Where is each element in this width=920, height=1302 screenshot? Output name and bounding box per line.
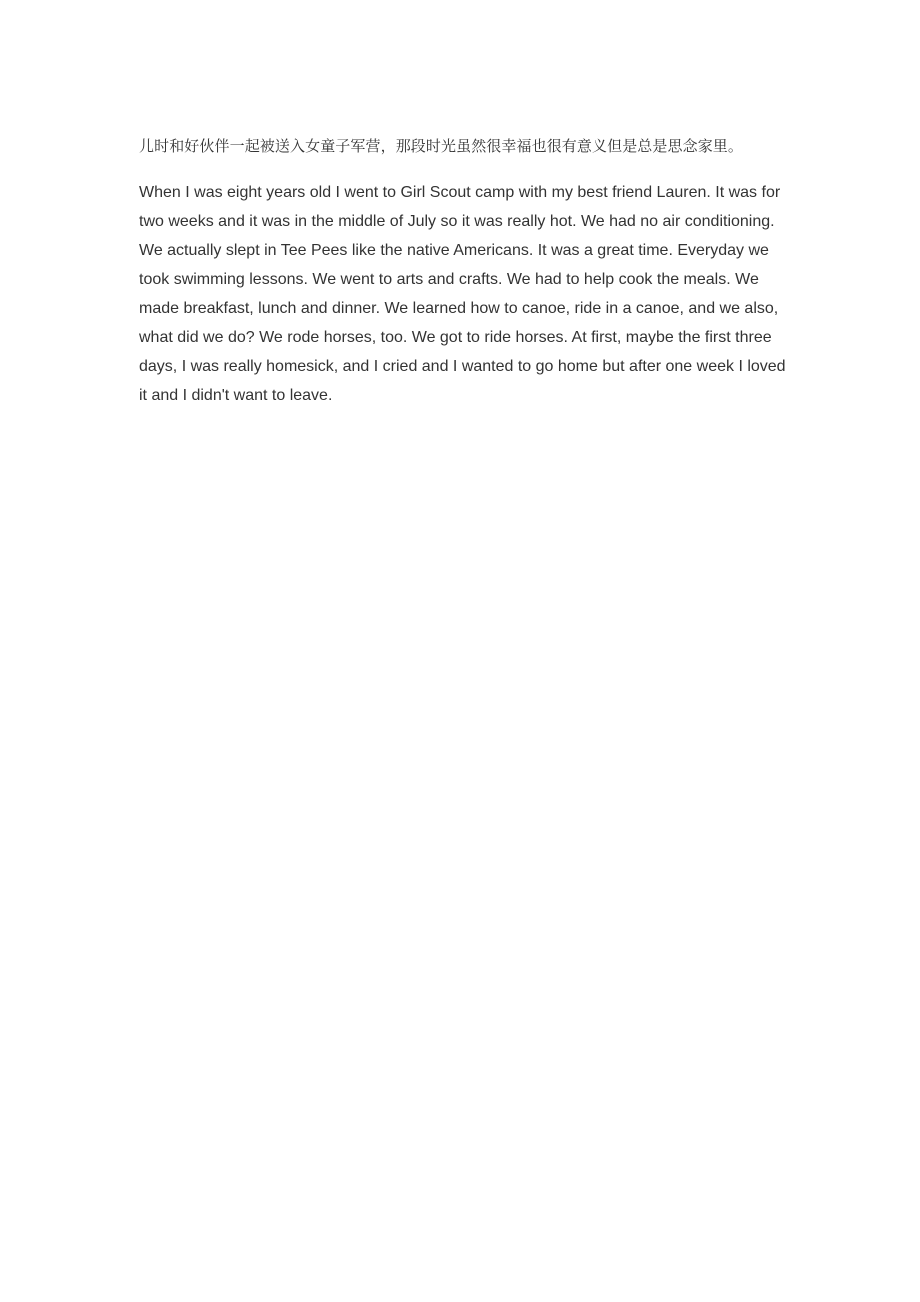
document-body: [139, 133, 789, 410]
chinese-summary-line: 儿时和好伙伴一起被送入女童子军营，那段时光虽然很幸福也很有意义但是总是思念家里。: [139, 137, 744, 155]
english-story-paragraph: When I was eight years old I went to Girl Scout camp with my best friend Lauren. It was for two weeks and it was in the middle of July so it was really hot. We had no air conditioning. We actually slept in Tee Pees like the native Americans. It was a great time. Everyday we took swimming lessons. We went to arts and crafts. We had to help cook the meals. We made breakfast, lunch and dinner. We learned how to canoe, ride in a canoe, and we also, what did we do? We rode horses, too. We got to ride horses. At first, maybe the first three days, I was really homesick, and I cried and I wanted to go home but after one week I loved it and I didn't want to leave.: [139, 184, 786, 404]
